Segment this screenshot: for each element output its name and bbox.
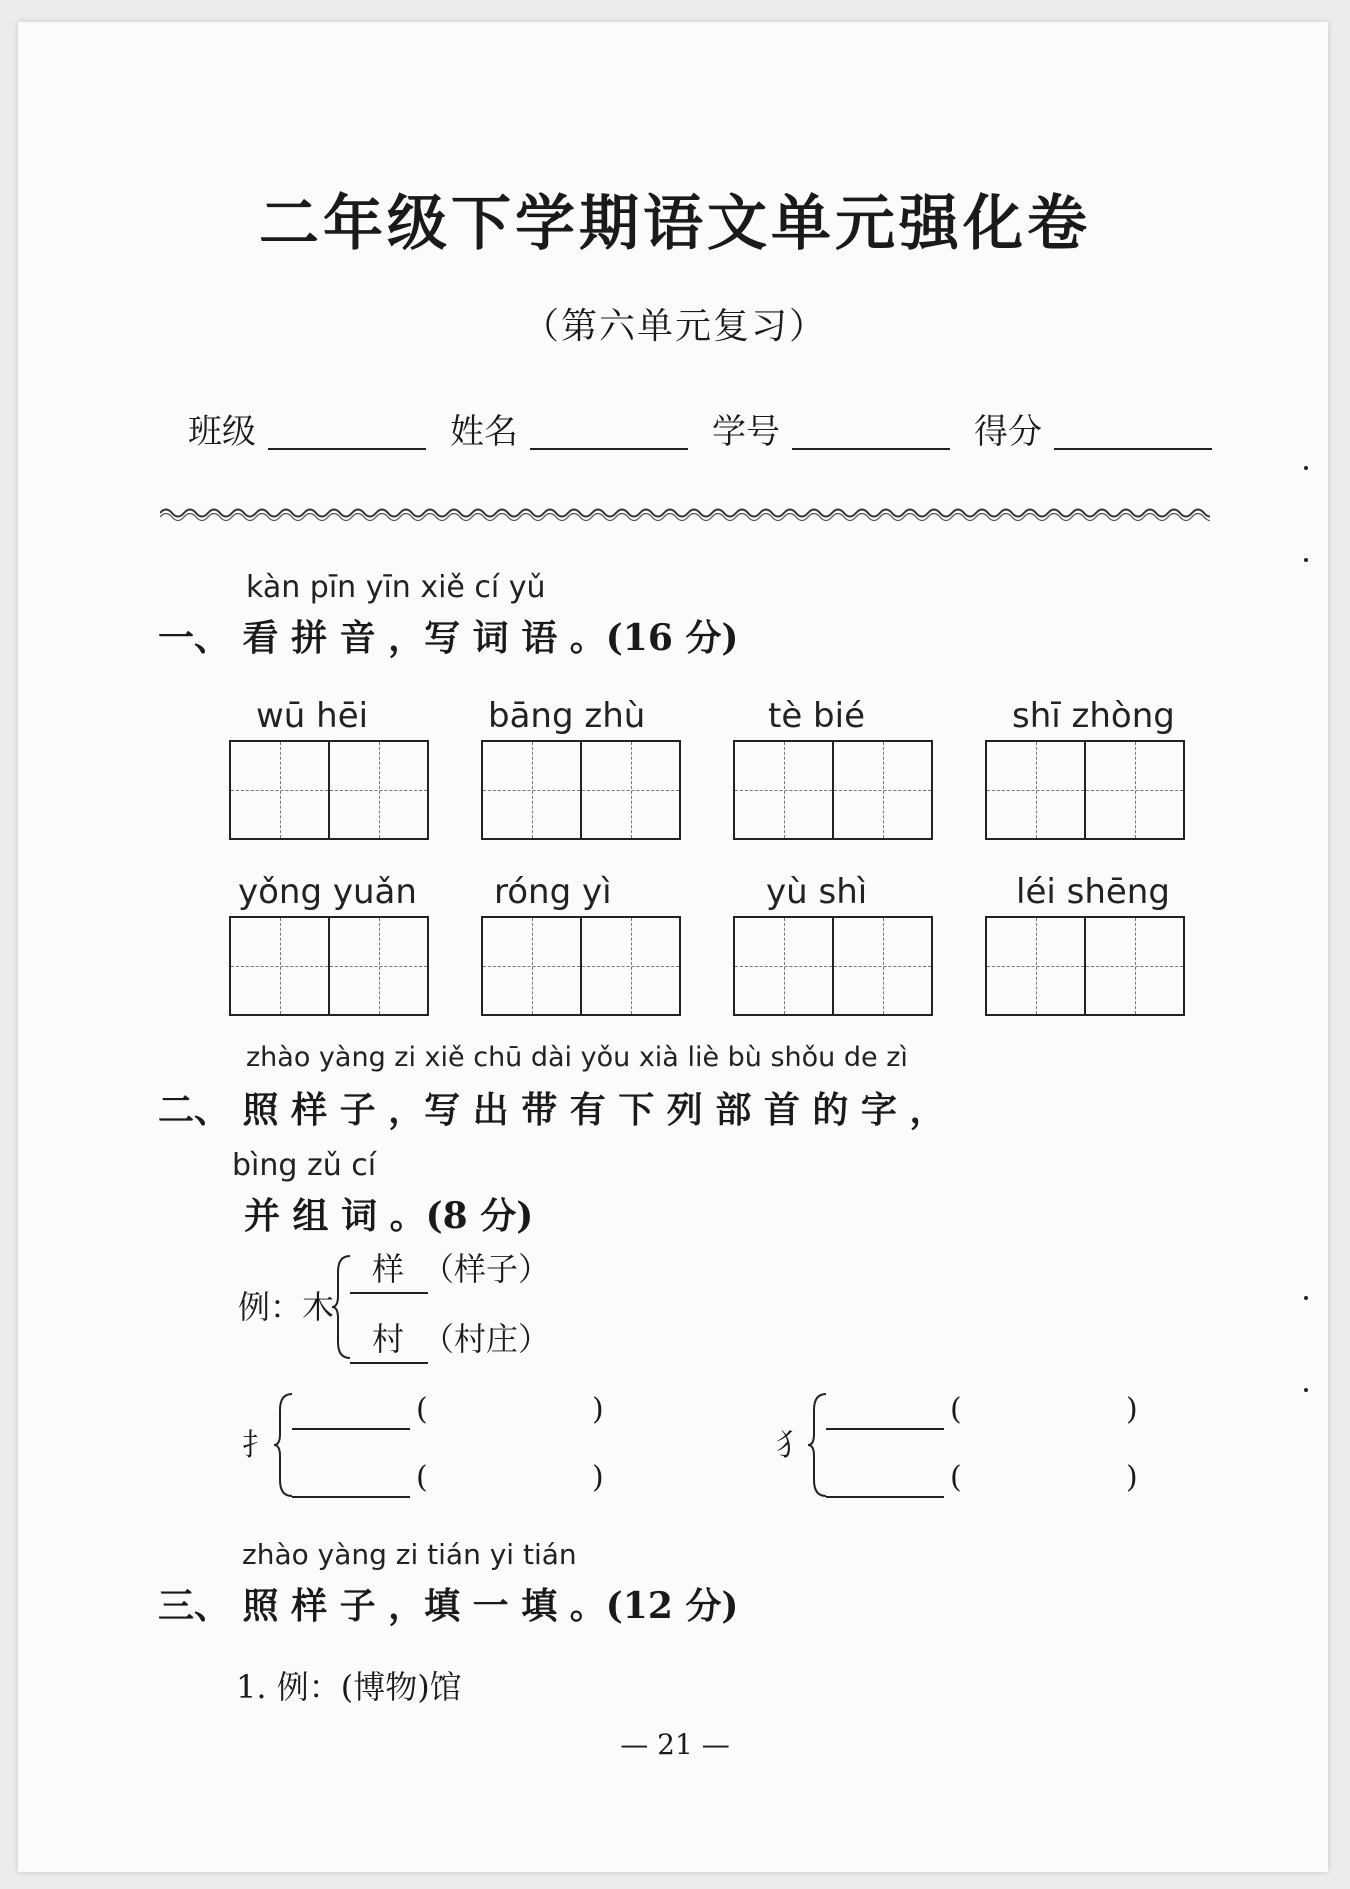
word-pinyin: wū hēi [256, 696, 369, 736]
brace-right [806, 1390, 830, 1500]
paren-open: ( [416, 1460, 428, 1495]
name-label: 姓名 [450, 412, 518, 452]
radical-hand: 扌 [242, 1428, 272, 1463]
writing-box[interactable] [985, 740, 1185, 840]
name-field[interactable] [530, 448, 688, 450]
example-bottom-line [350, 1362, 428, 1364]
example-top-word: （样子） [422, 1250, 551, 1288]
word-pinyin: shī zhòng [1012, 696, 1175, 736]
margin-dot [1304, 558, 1308, 562]
example-label: 例：木 [238, 1288, 335, 1326]
section2-pinyin-line2: bìng zǔ cí [232, 1148, 377, 1183]
margin-dot [1304, 1388, 1308, 1392]
writing-box[interactable] [985, 916, 1185, 1016]
page-number: — 21 — [620, 1728, 730, 1761]
section2-pinyin-line1: zhào yàng zi xiě chū dài yǒu xià liè bù shǒu de zì [246, 1042, 908, 1073]
answer-char-field[interactable] [826, 1496, 944, 1498]
word-pinyin: léi shēng [1016, 872, 1170, 912]
word-pinyin: tè bié [768, 696, 866, 736]
section3-pinyin: zhào yàng zi tián yi tián [242, 1538, 577, 1571]
paren-close: ) [592, 1392, 604, 1427]
section3-heading: 三、 照 样 子 ，填 一 填 。(12 分) [158, 1585, 739, 1627]
writing-box[interactable] [481, 916, 681, 1016]
writing-box[interactable] [733, 740, 933, 840]
paren-close: ) [1126, 1460, 1138, 1495]
page-subtitle: （第六单元复习） [522, 306, 827, 347]
answer-char-field[interactable] [292, 1428, 410, 1430]
example-bottom-char: 村 [372, 1320, 405, 1358]
writing-box[interactable] [481, 740, 681, 840]
paren-open: ( [416, 1392, 428, 1427]
example-bottom-word: （村庄） [422, 1320, 551, 1358]
score-label: 得分 [974, 412, 1042, 452]
margin-dot [1304, 1296, 1308, 1300]
class-label: 班级 [188, 412, 256, 452]
word-pinyin: bāng zhù [488, 696, 646, 736]
paren-close: ) [592, 1460, 604, 1495]
wavy-divider [160, 504, 1210, 522]
student-number-field[interactable] [792, 448, 950, 450]
example-top-line [350, 1292, 428, 1294]
section1-pinyin: kàn pīn yīn xiě cí yǔ [246, 570, 546, 605]
student-number-label: 学号 [712, 412, 780, 452]
section2-heading-line1: 二、 照 样 子 ，写 出 带 有 下 列 部 首 的 字 ， [158, 1089, 946, 1131]
writing-box[interactable] [229, 740, 429, 840]
section2-heading-line2: 并 组 词 。(8 分) [244, 1195, 534, 1237]
writing-box[interactable] [229, 916, 429, 1016]
class-field[interactable] [268, 448, 426, 450]
answer-char-field[interactable] [292, 1496, 410, 1498]
section3-item1: 1. 例：(博物)馆 [236, 1668, 462, 1706]
word-pinyin: yù shì [766, 872, 868, 912]
word-pinyin: róng yì [494, 872, 612, 912]
word-pinyin: yǒng yuǎn [238, 872, 417, 912]
example-brace [330, 1252, 354, 1362]
margin-dot [1304, 466, 1308, 470]
paren-open: ( [950, 1392, 962, 1427]
section1-heading: 一、 看 拼 音 ，写 词 语 。(16 分) [158, 617, 739, 659]
score-field[interactable] [1054, 448, 1212, 450]
page-title: 二年级下学期语文单元强化卷 [259, 189, 1091, 259]
answer-char-field[interactable] [826, 1428, 944, 1430]
paren-close: ) [1126, 1392, 1138, 1427]
brace-left [272, 1390, 296, 1500]
radical-dog: 犭 [776, 1428, 806, 1463]
example-top-char: 样 [372, 1250, 405, 1288]
writing-box[interactable] [733, 916, 933, 1016]
paren-open: ( [950, 1460, 962, 1495]
